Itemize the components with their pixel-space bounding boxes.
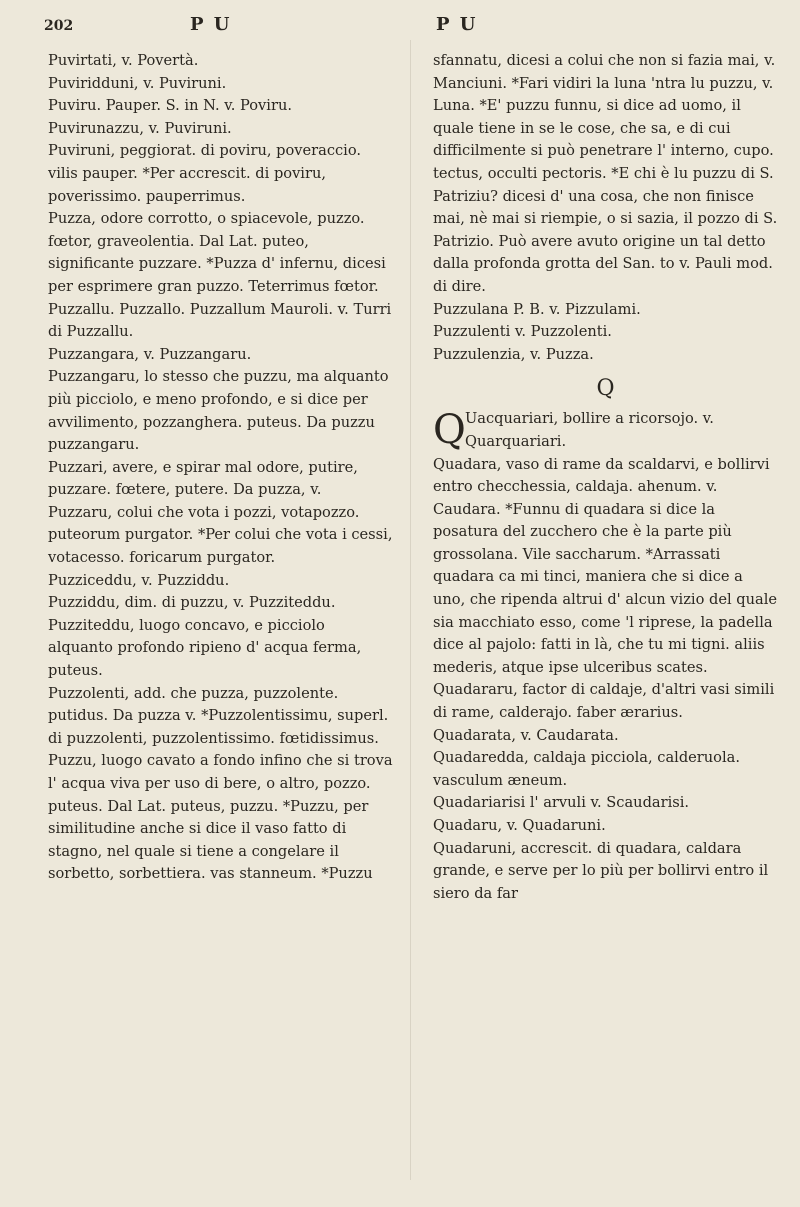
page-header [0,14,800,40]
dictionary-entry: Puvirtati, v. Povertà. [48,52,199,69]
page-number: 202 [44,18,74,34]
dictionary-entry: Puviru. Pauper. S. in N. v. Poviru. [48,97,292,115]
column-divider [410,40,411,1180]
right-running-head: P U [436,14,478,35]
dictionary-entry: Puzzaru, colui che vota i pozzi, votapozzo. puteorum purgator. *Per colui che vota i cessi, votacesso. foricarum purgator. [48,503,393,567]
dictionary-entry: Quadaru, v. Quadaruni. [433,817,606,834]
dictionary-entry: Puzzulenzia, v. Puzza. [433,345,594,363]
dictionary-entry: Puzza, odore corrotto, o spiacevole, puzzo. fœtor, graveolentia. Dal Lat. puteo, significante puzzare. *Puzza d' infernu, dicesi per esprimere gran puzzo. Teterrimus fœtor. [48,210,386,295]
dictionary-entry: Puzzallu. Puzzallo. Puzzallum Mauroli. v. Turri di Puzzallu. [48,300,392,341]
dictionary-entry: Quadaruni, accrescit. di quadara, caldara grande, e serve per lo più per bollirvi entro il siero da far [433,839,769,902]
dictionary-entry: Quadara, vaso di rame da scaldarvi, e bollirvi entro checchessia, caldaja. ahenum. v. Caudara. *Funnu di quadara si dice la posatura del zucchero che è la parte più grossolana. Vile saccharum. *Arrassati quadara ca mi tinci, maniera che si dice a uno, che ripenda altrui d' alcun vizio del quale sia macchiato esso, come 'l riprese, la padella dice al pajolo: fatti in là, che tu mi tigni. aliis mederis, atque ipse ulceribus scates. [433,455,778,676]
dictionary-entry: Puzzolenti, add. che puzza, puzzolente. putidus. Da puzza v. *Puzzolentissimu, superl. di puzzolenti, puzzolentissimo. fœtidissimus. [48,684,389,747]
right-column [433,50,778,905]
dictionary-entry: Quadariarisi l' arvuli v. Scaudarisi. [433,794,690,812]
dictionary-entry: Puzzangaru, lo stesso che puzzu, ma alquanto più picciolo, e meno profondo, e si dice per avvilimento, pozzanghera. puteus. Da puzzu puzzangaru. [48,368,389,454]
dictionary-entry: sfannatu, dicesi a colui che non si fazia mai, v. Manciuni. *Fari vidiri la luna 'ntra lu puzzu, v. Luna. *E' puzzu funnu, si dice ad uomo, il quale tiene in se le cose, che sa, e di cui difficilmente si può penetrare l' interno, cupo. tectus, occulti pectoris. *E chi è lu puzzu di S. Patriziu? dicesi d' una cosa, che non finisce mai, nè mai si riempie, o si sazia, il pozzo di S. Patrizio. Può avere avuto origine un tal detto dalla profonda grotta del San. to v. Pauli mod. di dire. [433,52,778,295]
dictionary-entry: Quadararu, factor di caldaje, d'altri vasi simili di rame, calderajo. faber ærarius. [433,681,775,722]
dictionary-entry: Puzzangara, v. Puzzangaru. [48,345,252,363]
dictionary-entry: Puzziceddu, v. Puzziddu. [48,571,230,589]
dictionary-entry: Puzziteddu, luogo concavo, e picciolo alquanto profondo ripieno d' acqua ferma, puteus. [48,616,362,680]
drop-cap: Q [433,407,466,454]
dictionary-entry: Puzziddu, dim. di puzzu, v. Puzziteddu. [48,594,336,612]
dictionary-entry: Puviridduni, v. Puviruni. [48,74,227,92]
dictionary-entry: Puzzu, luogo cavato a fondo infino che si trova l' acqua viva per uso di bere, o altro, pozzo. puteus. Dal Lat. puteus, puzzu. *Puzzu, per similitudine anche si dice il vaso fatto di stagno, nel quale si tiene a congelare il sorbetto, sorbettiera. vas stanneum. *Puzzu [48,752,393,883]
entry-text: Uacquariari, bollire a ricorsojo. v. Quarquariari. [465,410,714,450]
dictionary-entry: Puvirunazzu, v. Puviruni. [48,119,232,137]
dictionary-entry: Quadarata, v. Caudarata. [433,726,619,744]
dictionary-entry: Puviruni, peggiorat. di poviru, poveraccio. vilis pauper. *Per accrescit. di poviru, poverissimo. pauperrimus. [48,142,361,205]
dictionary-entry: Puzzulenti v. Puzzolenti. [433,323,612,341]
left-column [48,50,393,886]
dictionary-entry-dropcap [433,408,778,453]
dictionary-entry: Quadaredda, caldaja picciola, calderuola. vasculum æneum. [433,749,740,789]
left-running-head: P U [190,14,232,35]
dictionary-entry: Puzzulana P. B. v. Pizzulami. [433,300,641,318]
section-letter: Q [596,376,615,402]
dictionary-entry: Puzzari, avere, e spirar mal odore, putire, puzzare. fœtere, putere. Da puzza, v. [48,458,358,499]
